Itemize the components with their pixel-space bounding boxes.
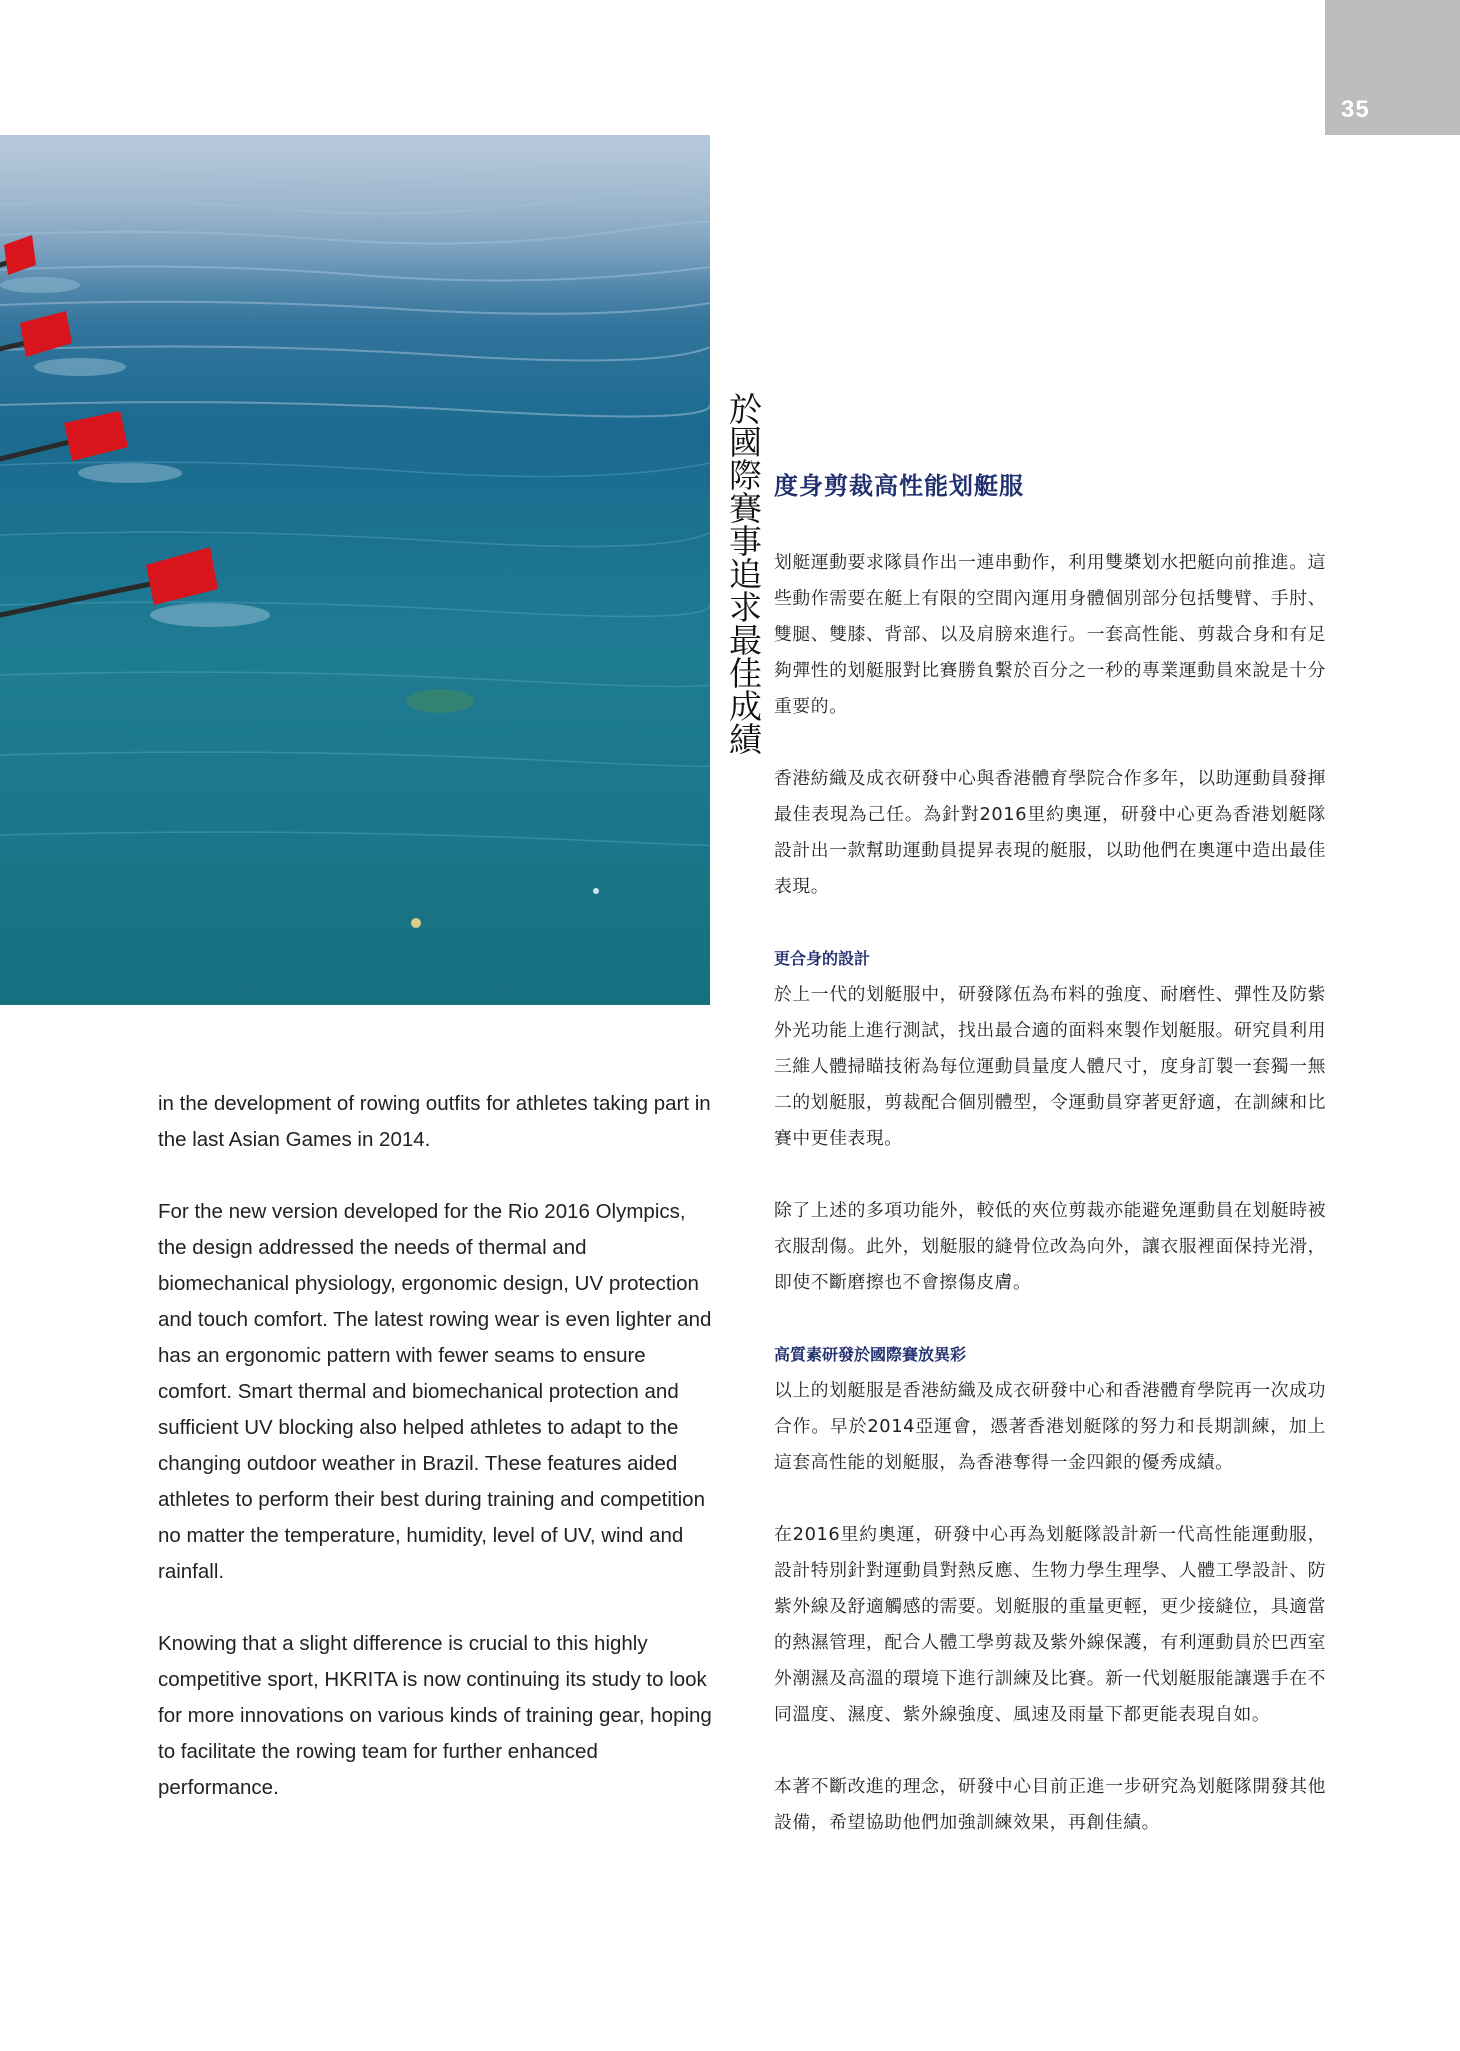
- chinese-intro-paragraph-1: 划艇運動要求隊員作出一連串動作，利用雙槳划水把艇向前推進。這些動作需要在艇上有限的空間內運用身體個別部分包括雙臂、手肘、雙腿、雙膝、背部、以及肩膀來進行。一套高性能、剪裁合身和有足夠彈性的划艇服對比賽勝負繫於百分之一秒的專業運動員來說是十分重要的。: [774, 552, 1326, 717]
- chinese-subheading-international: 高質素研發於國際賽放異彩: [774, 1345, 967, 1364]
- page-number: 35: [1341, 96, 1370, 123]
- chinese-article-heading: 度身剪裁高性能划艇服: [774, 472, 1024, 500]
- chinese-section1-paragraph-2: 除了上述的多項功能外，較低的夾位剪裁亦能避免運動員在划艇時被衣服刮傷。此外，划艇服的縫骨位改為向外，讓衣服裡面保持光滑，即使不斷磨擦也不會擦傷皮膚。: [774, 1200, 1326, 1293]
- english-paragraph-1: in the development of rowing outfits for athletes taking part in the last Asian Games in 2014.: [158, 1092, 711, 1151]
- chinese-intro-paragraph-2: 香港紡織及成衣研發中心與香港體育學院合作多年，以助運動員發揮最佳表現為己任。為針對2016里約奧運，研發中心更為香港划艇隊設計出一款幫助運動員提昇表現的艇服，以助他們在奧運中造出最佳表現。: [774, 768, 1326, 897]
- chinese-section2-paragraph-1: 以上的划艇服是香港紡織及成衣研發中心和香港體育學院再一次成功合作。早於2014亞運會，憑著香港划艇隊的努力和長期訓練，加上這套高性能的划艇服，為香港奪得一金四銀的優秀成績。: [774, 1380, 1326, 1473]
- vertical-section-title: 於國際賽事追求最佳成績: [724, 392, 763, 755]
- chinese-section2-paragraph-2: 在2016里約奧運，研發中心再為划艇隊設計新一代高性能運動服，設計特別針對運動員對熱反應、生物力學生理學、人體工學設計、防紫外線及舒適觸感的需要。划艇服的重量更輕，更少接縫位，具適當的熱濕管理，配合人體工學剪裁及紫外線保護，有利運動員於巴西室外潮濕及高溫的環境下進行訓練及比賽。新一代划艇服能讓選手在不同溫度、濕度、紫外線強度、風速及雨量下都更能表現自如。: [774, 1524, 1326, 1725]
- chinese-section2-paragraph-3: 本著不斷改進的理念，研發中心目前正進一步研究為划艇隊開發其他設備，希望協助他們加強訓練效果，再創佳績。: [774, 1776, 1326, 1833]
- chinese-subheading-better-fit: 更合身的設計: [774, 949, 871, 968]
- english-article-column: [158, 1086, 718, 1842]
- english-paragraph-3: Knowing that a slight difference is crucial to this highly competitive sport, HKRITA is now continuing its study to look for more innovations on various kinds of training gear, hoping to facilitate the rowing team for further enhanced performance.: [158, 1632, 712, 1799]
- rowing-oars-photo: [0, 135, 710, 1005]
- english-paragraph-2: For the new version developed for the Rio 2016 Olympics, the design addressed the needs of thermal and biomechanical physiology, ergonomic design, UV protection and touch comfort. The latest rowing wear is even lighter and has an ergonomic pattern with fewer seams to ensure comfort. Smart thermal and biomechanical protection and sufficient UV blocking also helped athletes to adapt to the changing outdoor weather in Brazil. These features aided athletes to perform their best during training and competition no matter the temperature, humidity, level of UV, wind and rainfall.: [158, 1200, 712, 1583]
- page-number-tab: [1325, 0, 1460, 135]
- chinese-section1-paragraph-1: 於上一代的划艇服中，研發隊伍為布料的強度、耐磨性、彈性及防紫外光功能上進行測試，找出最合適的面料來製作划艇服。研究員利用三維人體掃瞄技術為每位運動員量度人體尺寸，度身訂製一套獨一無二的划艇服，剪裁配合個別體型，令運動員穿著更舒適，在訓練和比賽中更佳表現。: [774, 984, 1326, 1149]
- chinese-article-column: [774, 468, 1326, 1877]
